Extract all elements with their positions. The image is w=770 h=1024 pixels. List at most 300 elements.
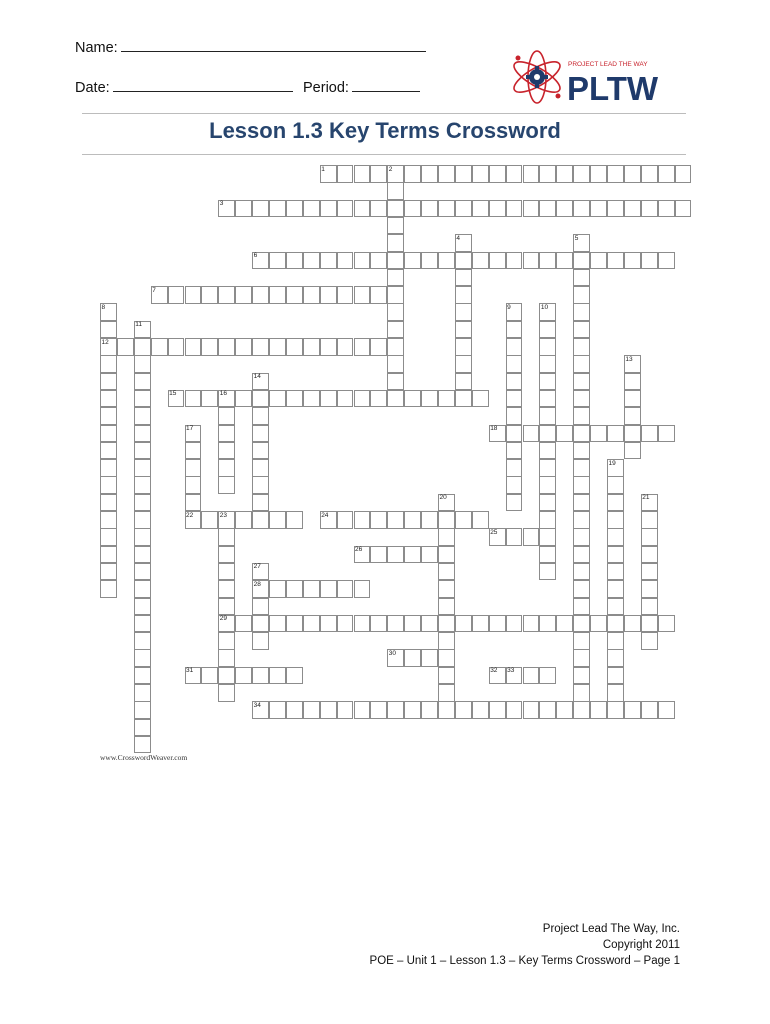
crossword-cell[interactable] <box>607 701 624 719</box>
crossword-cell[interactable] <box>523 165 540 183</box>
crossword-cell[interactable] <box>506 165 523 183</box>
crossword-cell[interactable] <box>607 649 624 667</box>
crossword-cell[interactable] <box>438 649 455 667</box>
crossword-cell[interactable] <box>218 684 235 702</box>
crossword-cell[interactable] <box>286 338 303 356</box>
crossword-cell[interactable] <box>607 476 624 494</box>
crossword-cell[interactable] <box>573 476 590 494</box>
crossword-cell[interactable] <box>235 200 252 218</box>
crossword-cell[interactable] <box>100 442 117 460</box>
crossword-cell[interactable] <box>506 494 523 512</box>
crossword-cell[interactable] <box>421 390 438 408</box>
crossword-cell[interactable] <box>641 165 658 183</box>
crossword-cell[interactable] <box>354 701 371 719</box>
crossword-cell[interactable] <box>354 615 371 633</box>
crossword-cell[interactable] <box>658 200 675 218</box>
crossword-cell[interactable] <box>472 165 489 183</box>
crossword-cell[interactable] <box>489 200 506 218</box>
crossword-cell[interactable] <box>573 373 590 391</box>
crossword-cell[interactable] <box>539 667 556 685</box>
crossword-cell[interactable] <box>438 546 455 564</box>
crossword-cell[interactable] <box>337 200 354 218</box>
crossword-cell[interactable] <box>506 425 523 443</box>
crossword-cell[interactable] <box>472 511 489 529</box>
crossword-cell[interactable] <box>320 286 337 304</box>
crossword-cell[interactable] <box>218 476 235 494</box>
crossword-cell[interactable] <box>438 632 455 650</box>
crossword-cell[interactable] <box>573 632 590 650</box>
crossword-cell[interactable] <box>387 338 404 356</box>
crossword-cell[interactable] <box>269 390 286 408</box>
crossword-cell[interactable] <box>269 615 286 633</box>
crossword-cell[interactable] <box>370 615 387 633</box>
crossword-cell[interactable] <box>218 425 235 443</box>
crossword-cell[interactable] <box>320 580 337 598</box>
crossword-cell[interactable] <box>320 615 337 633</box>
crossword-cell[interactable] <box>573 252 590 270</box>
crossword-cell[interactable] <box>134 563 151 581</box>
crossword-cell[interactable] <box>573 425 590 443</box>
crossword-cell[interactable] <box>100 407 117 425</box>
crossword-cell[interactable] <box>624 407 641 425</box>
crossword-cell[interactable] <box>573 442 590 460</box>
crossword-cell[interactable] <box>404 200 421 218</box>
crossword-cell[interactable] <box>354 165 371 183</box>
crossword-cell[interactable] <box>303 252 320 270</box>
crossword-cell[interactable] <box>354 338 371 356</box>
crossword-cell[interactable] <box>641 598 658 616</box>
crossword-cell[interactable] <box>134 632 151 650</box>
crossword-cell[interactable] <box>404 615 421 633</box>
crossword-cell[interactable] <box>387 303 404 321</box>
crossword-cell[interactable] <box>421 200 438 218</box>
crossword-cell[interactable] <box>607 684 624 702</box>
crossword-cell[interactable] <box>387 252 404 270</box>
crossword-cell[interactable] <box>337 165 354 183</box>
crossword-cell[interactable] <box>607 494 624 512</box>
crossword-cell[interactable] <box>573 528 590 546</box>
crossword-cell[interactable] <box>370 511 387 529</box>
crossword-cell[interactable] <box>134 528 151 546</box>
crossword-cell[interactable] <box>658 252 675 270</box>
crossword-cell[interactable] <box>269 701 286 719</box>
crossword-cell[interactable] <box>235 667 252 685</box>
crossword-cell[interactable] <box>252 667 269 685</box>
crossword-cell[interactable] <box>252 442 269 460</box>
crossword-cell[interactable] <box>387 373 404 391</box>
crossword-cell[interactable] <box>421 252 438 270</box>
crossword-cell[interactable] <box>472 390 489 408</box>
crossword-cell[interactable] <box>438 390 455 408</box>
crossword-cell[interactable] <box>269 580 286 598</box>
crossword-cell[interactable] <box>506 528 523 546</box>
crossword-cell[interactable] <box>100 355 117 373</box>
crossword-cell[interactable] <box>320 200 337 218</box>
crossword-cell[interactable] <box>134 338 151 356</box>
crossword-cell[interactable] <box>252 200 269 218</box>
crossword-cell[interactable] <box>455 252 472 270</box>
crossword-cell[interactable] <box>556 252 573 270</box>
crossword-cell[interactable] <box>455 390 472 408</box>
crossword-cell[interactable] <box>100 546 117 564</box>
crossword-cell[interactable] <box>387 511 404 529</box>
crossword-cell[interactable] <box>286 286 303 304</box>
crossword-cell[interactable] <box>201 390 218 408</box>
crossword-cell[interactable] <box>185 338 202 356</box>
crossword-cell[interactable] <box>489 701 506 719</box>
crossword-cell[interactable] <box>100 459 117 477</box>
crossword-cell[interactable] <box>573 511 590 529</box>
crossword-cell[interactable] <box>100 476 117 494</box>
crossword-cell[interactable] <box>201 667 218 685</box>
crossword-cell[interactable] <box>387 615 404 633</box>
crossword-cell[interactable] <box>472 252 489 270</box>
crossword-cell[interactable] <box>134 701 151 719</box>
crossword-cell[interactable] <box>387 321 404 339</box>
crossword-cell[interactable] <box>455 615 472 633</box>
crossword-cell[interactable] <box>252 632 269 650</box>
crossword-cell[interactable] <box>539 459 556 477</box>
crossword-cell[interactable] <box>370 390 387 408</box>
crossword-cell[interactable] <box>641 252 658 270</box>
crossword-cell[interactable] <box>100 511 117 529</box>
crossword-cell[interactable] <box>218 598 235 616</box>
crossword-cell[interactable] <box>134 719 151 737</box>
crossword-cell[interactable] <box>506 459 523 477</box>
crossword-cell[interactable] <box>506 390 523 408</box>
crossword-cell[interactable] <box>168 286 185 304</box>
crossword-cell[interactable] <box>354 580 371 598</box>
crossword-cell[interactable] <box>573 459 590 477</box>
crossword-cell[interactable] <box>404 701 421 719</box>
crossword-cell[interactable] <box>658 701 675 719</box>
crossword-cell[interactable] <box>218 667 235 685</box>
crossword-cell[interactable] <box>185 390 202 408</box>
crossword-cell[interactable] <box>303 338 320 356</box>
crossword-cell[interactable] <box>303 200 320 218</box>
crossword-cell[interactable] <box>286 390 303 408</box>
crossword-cell[interactable] <box>658 425 675 443</box>
crossword-cell[interactable] <box>354 390 371 408</box>
crossword-cell[interactable] <box>134 511 151 529</box>
crossword-cell[interactable] <box>218 546 235 564</box>
crossword-cell[interactable] <box>337 580 354 598</box>
crossword-cell[interactable] <box>624 442 641 460</box>
crossword-cell[interactable] <box>269 286 286 304</box>
crossword-cell[interactable] <box>286 701 303 719</box>
crossword-cell[interactable] <box>286 252 303 270</box>
crossword-cell[interactable] <box>370 252 387 270</box>
crossword-cell[interactable] <box>370 701 387 719</box>
crossword-cell[interactable] <box>573 598 590 616</box>
crossword-cell[interactable] <box>573 200 590 218</box>
crossword-cell[interactable] <box>303 701 320 719</box>
crossword-cell[interactable] <box>286 615 303 633</box>
crossword-cell[interactable] <box>404 252 421 270</box>
crossword-cell[interactable] <box>573 269 590 287</box>
crossword-cell[interactable] <box>269 511 286 529</box>
crossword-cell[interactable] <box>590 425 607 443</box>
crossword-cell[interactable] <box>641 546 658 564</box>
crossword-cell[interactable] <box>455 200 472 218</box>
crossword-cell[interactable] <box>235 511 252 529</box>
crossword-cell[interactable] <box>539 355 556 373</box>
crossword-cell[interactable] <box>539 407 556 425</box>
crossword-cell[interactable] <box>438 684 455 702</box>
crossword-cell[interactable] <box>252 338 269 356</box>
crossword-cell[interactable] <box>269 200 286 218</box>
crossword-cell[interactable] <box>320 701 337 719</box>
crossword-cell[interactable] <box>641 528 658 546</box>
crossword-cell[interactable] <box>404 649 421 667</box>
crossword-cell[interactable] <box>607 425 624 443</box>
crossword-cell[interactable] <box>286 580 303 598</box>
crossword-cell[interactable] <box>539 390 556 408</box>
crossword-cell[interactable] <box>438 165 455 183</box>
crossword-cell[interactable] <box>607 528 624 546</box>
crossword-cell[interactable] <box>235 338 252 356</box>
crossword-cell[interactable] <box>573 165 590 183</box>
crossword-cell[interactable] <box>286 511 303 529</box>
crossword-cell[interactable] <box>539 528 556 546</box>
crossword-cell[interactable] <box>641 632 658 650</box>
crossword-cell[interactable] <box>235 286 252 304</box>
crossword-cell[interactable] <box>438 615 455 633</box>
crossword-cell[interactable] <box>320 338 337 356</box>
crossword-cell[interactable] <box>506 338 523 356</box>
crossword-cell[interactable] <box>337 511 354 529</box>
crossword-cell[interactable] <box>658 615 675 633</box>
crossword-cell[interactable] <box>421 615 438 633</box>
crossword-cell[interactable] <box>286 667 303 685</box>
crossword-cell[interactable] <box>607 563 624 581</box>
crossword-cell[interactable] <box>573 303 590 321</box>
crossword-cell[interactable] <box>573 321 590 339</box>
crossword-cell[interactable] <box>404 390 421 408</box>
crossword-cell[interactable] <box>252 407 269 425</box>
crossword-cell[interactable] <box>573 390 590 408</box>
crossword-cell[interactable] <box>337 286 354 304</box>
crossword-cell[interactable] <box>185 459 202 477</box>
crossword-cell[interactable] <box>523 200 540 218</box>
crossword-cell[interactable] <box>658 165 675 183</box>
crossword-cell[interactable] <box>556 165 573 183</box>
crossword-cell[interactable] <box>370 165 387 183</box>
crossword-cell[interactable] <box>134 373 151 391</box>
crossword-cell[interactable] <box>455 373 472 391</box>
crossword-cell[interactable] <box>387 182 404 200</box>
crossword-cell[interactable] <box>607 667 624 685</box>
crossword-cell[interactable] <box>218 442 235 460</box>
crossword-cell[interactable] <box>134 459 151 477</box>
crossword-cell[interactable] <box>185 286 202 304</box>
crossword-cell[interactable] <box>269 252 286 270</box>
crossword-cell[interactable] <box>455 286 472 304</box>
crossword-cell[interactable] <box>421 649 438 667</box>
crossword-cell[interactable] <box>387 355 404 373</box>
crossword-cell[interactable] <box>218 338 235 356</box>
crossword-cell[interactable] <box>387 286 404 304</box>
crossword-cell[interactable] <box>556 615 573 633</box>
crossword-cell[interactable] <box>252 286 269 304</box>
crossword-cell[interactable] <box>320 252 337 270</box>
crossword-cell[interactable] <box>539 200 556 218</box>
crossword-cell[interactable] <box>607 615 624 633</box>
crossword-cell[interactable] <box>134 442 151 460</box>
crossword-cell[interactable] <box>539 511 556 529</box>
crossword-cell[interactable] <box>134 407 151 425</box>
crossword-cell[interactable] <box>269 338 286 356</box>
crossword-cell[interactable] <box>134 649 151 667</box>
crossword-cell[interactable] <box>303 580 320 598</box>
crossword-cell[interactable] <box>641 200 658 218</box>
crossword-cell[interactable] <box>675 200 692 218</box>
crossword-cell[interactable] <box>556 200 573 218</box>
crossword-cell[interactable] <box>506 442 523 460</box>
crossword-cell[interactable] <box>134 667 151 685</box>
crossword-cell[interactable] <box>252 615 269 633</box>
crossword-cell[interactable] <box>252 390 269 408</box>
crossword-cell[interactable] <box>218 286 235 304</box>
crossword-cell[interactable] <box>218 459 235 477</box>
crossword-cell[interactable] <box>641 580 658 598</box>
crossword-cell[interactable] <box>506 476 523 494</box>
crossword-cell[interactable] <box>151 338 168 356</box>
crossword-cell[interactable] <box>506 407 523 425</box>
crossword-cell[interactable] <box>421 511 438 529</box>
crossword-cell[interactable] <box>100 321 117 339</box>
crossword-cell[interactable] <box>506 355 523 373</box>
crossword-cell[interactable] <box>624 373 641 391</box>
crossword-cell[interactable] <box>337 701 354 719</box>
crossword-cell[interactable] <box>252 511 269 529</box>
crossword-cell[interactable] <box>218 632 235 650</box>
crossword-cell[interactable] <box>354 200 371 218</box>
crossword-cell[interactable] <box>404 511 421 529</box>
crossword-cell[interactable] <box>218 649 235 667</box>
crossword-cell[interactable] <box>506 321 523 339</box>
crossword-cell[interactable] <box>421 165 438 183</box>
crossword-cell[interactable] <box>387 217 404 235</box>
crossword-cell[interactable] <box>320 390 337 408</box>
crossword-cell[interactable] <box>337 252 354 270</box>
crossword-cell[interactable] <box>573 494 590 512</box>
crossword-cell[interactable] <box>607 546 624 564</box>
crossword-cell[interactable] <box>370 286 387 304</box>
crossword-cell[interactable] <box>387 546 404 564</box>
crossword-cell[interactable] <box>354 252 371 270</box>
crossword-cell[interactable] <box>438 200 455 218</box>
crossword-cell[interactable] <box>100 563 117 581</box>
crossword-cell[interactable] <box>438 667 455 685</box>
crossword-cell[interactable] <box>387 390 404 408</box>
crossword-cell[interactable] <box>100 580 117 598</box>
crossword-cell[interactable] <box>100 528 117 546</box>
crossword-cell[interactable] <box>252 459 269 477</box>
crossword-cell[interactable] <box>337 390 354 408</box>
crossword-cell[interactable] <box>354 286 371 304</box>
crossword-cell[interactable] <box>100 390 117 408</box>
crossword-cell[interactable] <box>438 511 455 529</box>
crossword-cell[interactable] <box>472 701 489 719</box>
crossword-cell[interactable] <box>134 546 151 564</box>
crossword-cell[interactable] <box>134 355 151 373</box>
crossword-cell[interactable] <box>252 494 269 512</box>
crossword-cell[interactable] <box>607 598 624 616</box>
crossword-cell[interactable] <box>100 425 117 443</box>
crossword-cell[interactable] <box>455 269 472 287</box>
crossword-cell[interactable] <box>472 200 489 218</box>
crossword-cell[interactable] <box>523 252 540 270</box>
crossword-cell[interactable] <box>100 373 117 391</box>
crossword-cell[interactable] <box>590 252 607 270</box>
crossword-cell[interactable] <box>252 598 269 616</box>
crossword-cell[interactable] <box>269 667 286 685</box>
crossword-cell[interactable] <box>438 528 455 546</box>
crossword-cell[interactable] <box>404 546 421 564</box>
crossword-cell[interactable] <box>252 476 269 494</box>
crossword-cell[interactable] <box>387 234 404 252</box>
crossword-cell[interactable] <box>235 615 252 633</box>
crossword-cell[interactable] <box>573 286 590 304</box>
crossword-cell[interactable] <box>641 425 658 443</box>
crossword-cell[interactable] <box>624 615 641 633</box>
crossword-cell[interactable] <box>573 701 590 719</box>
crossword-cell[interactable] <box>539 165 556 183</box>
crossword-cell[interactable] <box>539 442 556 460</box>
crossword-cell[interactable] <box>590 701 607 719</box>
crossword-cell[interactable] <box>539 494 556 512</box>
crossword-cell[interactable] <box>506 615 523 633</box>
crossword-cell[interactable] <box>523 615 540 633</box>
crossword-cell[interactable] <box>539 615 556 633</box>
crossword-cell[interactable] <box>590 200 607 218</box>
crossword-cell[interactable] <box>168 338 185 356</box>
crossword-cell[interactable] <box>607 632 624 650</box>
crossword-cell[interactable] <box>134 580 151 598</box>
crossword-cell[interactable] <box>523 667 540 685</box>
crossword-cell[interactable] <box>573 684 590 702</box>
crossword-cell[interactable] <box>523 701 540 719</box>
crossword-cell[interactable] <box>387 701 404 719</box>
crossword-cell[interactable] <box>134 390 151 408</box>
crossword-cell[interactable] <box>438 598 455 616</box>
crossword-cell[interactable] <box>455 303 472 321</box>
crossword-cell[interactable] <box>455 165 472 183</box>
crossword-cell[interactable] <box>624 252 641 270</box>
crossword-cell[interactable] <box>134 684 151 702</box>
crossword-cell[interactable] <box>489 615 506 633</box>
crossword-cell[interactable] <box>573 355 590 373</box>
crossword-cell[interactable] <box>134 476 151 494</box>
crossword-cell[interactable] <box>573 338 590 356</box>
crossword-cell[interactable] <box>134 736 151 754</box>
crossword-cell[interactable] <box>641 615 658 633</box>
crossword-cell[interactable] <box>370 200 387 218</box>
crossword-cell[interactable] <box>370 546 387 564</box>
crossword-cell[interactable] <box>573 667 590 685</box>
crossword-cell[interactable] <box>134 598 151 616</box>
crossword-cell[interactable] <box>539 476 556 494</box>
crossword-cell[interactable] <box>134 494 151 512</box>
crossword-cell[interactable] <box>218 563 235 581</box>
crossword-cell[interactable] <box>455 355 472 373</box>
crossword-cell[interactable] <box>421 701 438 719</box>
crossword-cell[interactable] <box>624 200 641 218</box>
crossword-cell[interactable] <box>337 338 354 356</box>
crossword-cell[interactable] <box>556 425 573 443</box>
crossword-cell[interactable] <box>539 701 556 719</box>
